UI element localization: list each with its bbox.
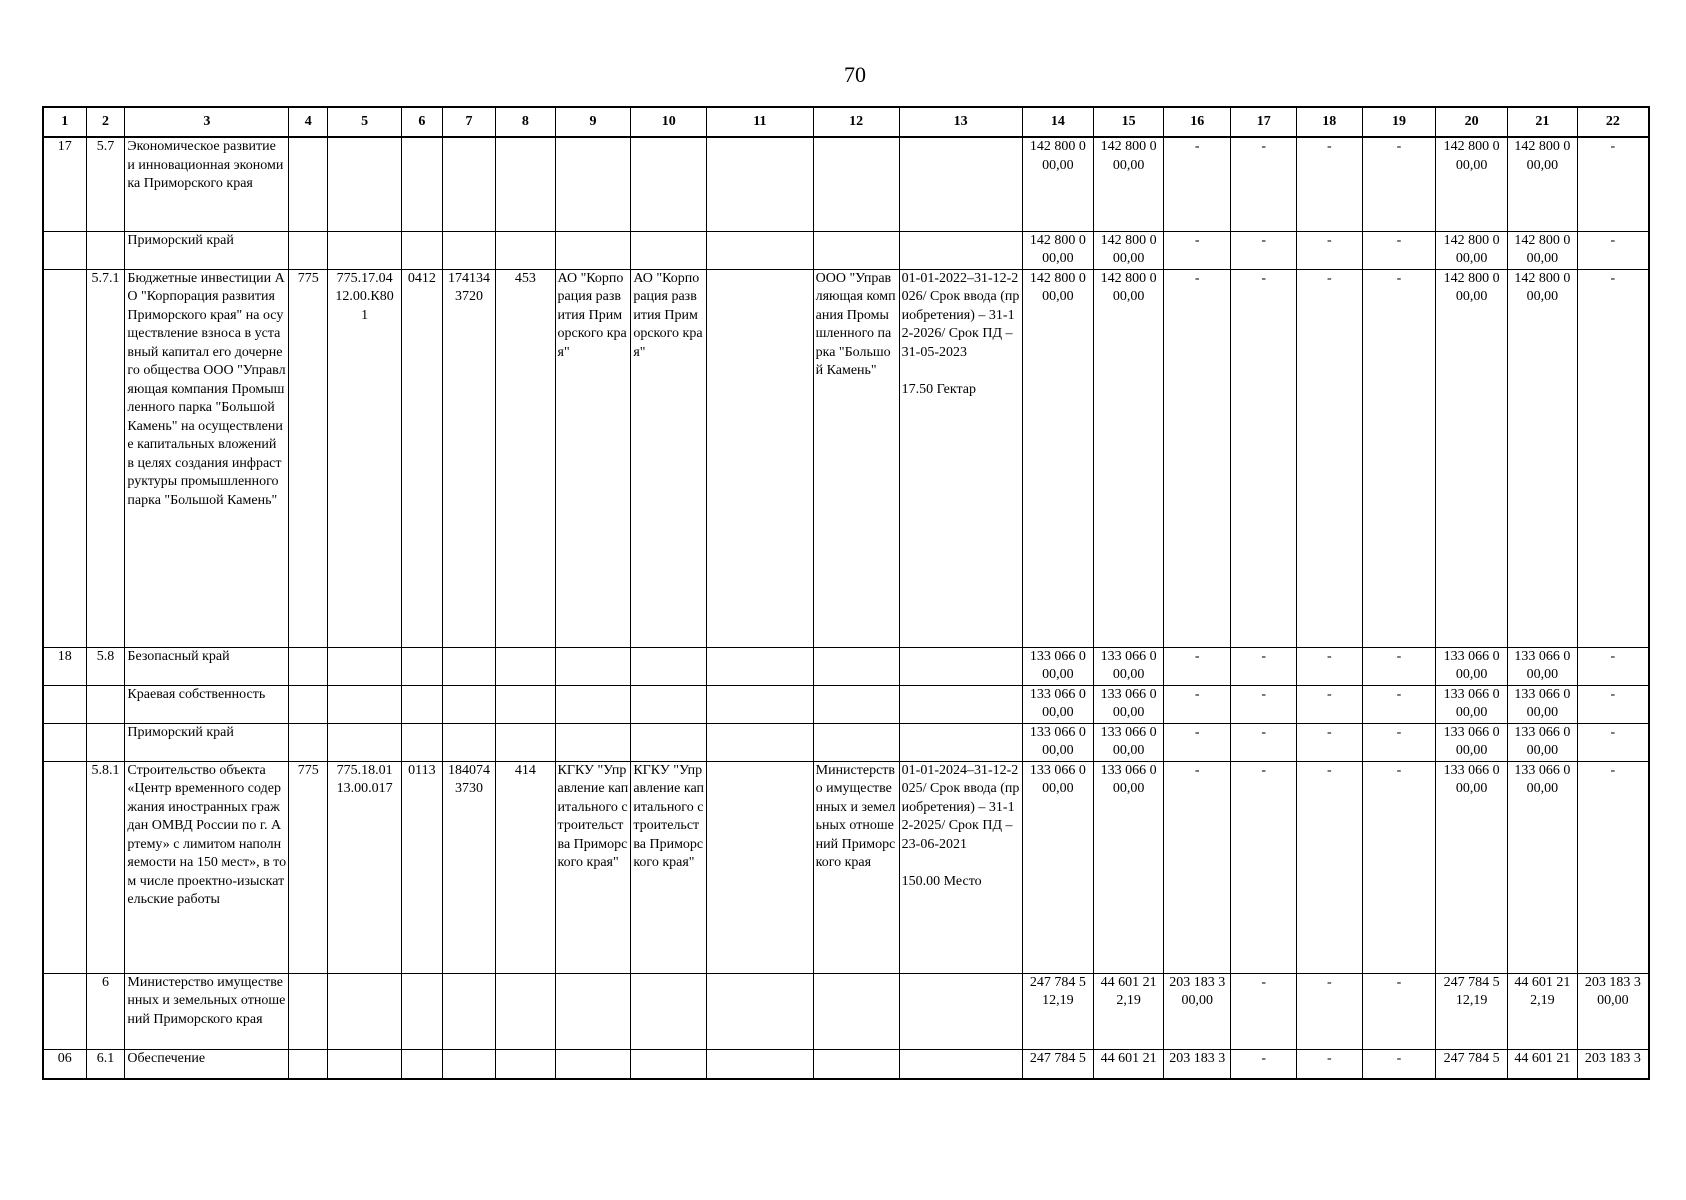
table-cell-col-8: [496, 1049, 555, 1079]
table-cell-col-20: 133 066 0 00,00: [1436, 723, 1508, 761]
column-header: 18: [1297, 107, 1363, 137]
table-cell-col-6: 0412: [401, 269, 442, 647]
table-cell-col-11: [707, 647, 814, 685]
table-cell-col-13: [899, 647, 1022, 685]
table-cell-col-18: -: [1297, 723, 1363, 761]
table-cell-col-7: [442, 647, 495, 685]
table-cell-col-21: 133 066 0 00,00: [1508, 685, 1578, 723]
table-cell-col-22: 203 183 3 00,00: [1577, 973, 1649, 1049]
table-cell-col-14: 133 066 0 00,00: [1022, 761, 1094, 973]
table-cell-col-21: 142 800 0 00,00: [1508, 137, 1578, 231]
table-cell-col-18: -: [1297, 647, 1363, 685]
table-cell-col-6: [401, 647, 442, 685]
table-cell-col-4: [289, 685, 328, 723]
table-cell-col-20: 142 800 0 00,00: [1436, 231, 1508, 269]
table-cell-col-2: 5.7: [86, 137, 125, 231]
table-cell-col-16: -: [1163, 685, 1231, 723]
table-cell-col-12: [813, 1049, 899, 1079]
table-cell-col-1: [43, 761, 86, 973]
column-header: 20: [1436, 107, 1508, 137]
table-row: [43, 973, 1649, 1049]
table-cell-col-15: 142 800 0 00,00: [1094, 137, 1164, 231]
table-cell-col-17: -: [1231, 647, 1297, 685]
table-cell-col-13: [899, 973, 1022, 1049]
table-cell-col-17: -: [1231, 761, 1297, 973]
table-cell-col-20: 247 784 5: [1436, 1049, 1508, 1079]
table-cell-col-16: -: [1163, 137, 1231, 231]
table-cell-col-9: [555, 973, 631, 1049]
column-header: 16: [1163, 107, 1231, 137]
table-cell-col-9: КГКУ "Управление капитального строительства Приморского края": [555, 761, 631, 973]
table-cell-col-7: [442, 973, 495, 1049]
table-cell-col-5: 775.17.04 12.00.К80 1: [328, 269, 402, 647]
table-cell-col-8: 453: [496, 269, 555, 647]
table-cell-col-6: [401, 685, 442, 723]
table-row: [43, 647, 1649, 685]
table-cell-col-11: [707, 685, 814, 723]
table-cell-col-5: [328, 685, 402, 723]
table-cell-col-22: -: [1577, 269, 1649, 647]
table-cell-col-2: [86, 685, 125, 723]
table-cell-col-5: [328, 137, 402, 231]
table-cell-col-13: [899, 723, 1022, 761]
table-cell-col-10: [631, 973, 707, 1049]
table-cell-col-22: -: [1577, 137, 1649, 231]
table-cell-col-10: [631, 647, 707, 685]
table-cell-col-15: 133 066 0 00,00: [1094, 761, 1164, 973]
table-cell-col-20: 133 066 0 00,00: [1436, 685, 1508, 723]
table-cell-col-9: [555, 723, 631, 761]
column-header: 22: [1577, 107, 1649, 137]
table-cell-col-15: 44 601 21 2,19: [1094, 973, 1164, 1049]
table-cell-col-4: [289, 231, 328, 269]
table-cell-col-19: -: [1362, 647, 1436, 685]
table-cell-col-15: 44 601 21: [1094, 1049, 1164, 1079]
table-cell-col-13: [899, 231, 1022, 269]
table-cell-col-18: -: [1297, 1049, 1363, 1079]
table-cell-col-11: [707, 1049, 814, 1079]
table-row: [43, 269, 1649, 647]
table-cell-col-22: 203 183 3: [1577, 1049, 1649, 1079]
table-cell-col-22: -: [1577, 231, 1649, 269]
table-row: [43, 685, 1649, 723]
table-cell-col-20: 247 784 5 12,19: [1436, 973, 1508, 1049]
table-cell-col-2: 5.8: [86, 647, 125, 685]
table-cell-col-14: 142 800 0 00,00: [1022, 137, 1094, 231]
table-cell-col-16: 203 183 3 00,00: [1163, 973, 1231, 1049]
table-cell-col-9: АО "Корпорация развития Приморского края": [555, 269, 631, 647]
table-cell-col-12: [813, 723, 899, 761]
table-cell-col-16: -: [1163, 269, 1231, 647]
column-header: 3: [125, 107, 289, 137]
table-row: [43, 723, 1649, 761]
table-cell-col-21: 44 601 21 2,19: [1508, 973, 1578, 1049]
table-cell-col-12: [813, 137, 899, 231]
table-cell-col-14: 133 066 0 00,00: [1022, 723, 1094, 761]
table-row: [43, 137, 1649, 231]
column-header: 9: [555, 107, 631, 137]
column-header: 13: [899, 107, 1022, 137]
table-cell-col-17: -: [1231, 973, 1297, 1049]
table-row: [43, 231, 1649, 269]
table-body: [43, 137, 1649, 1079]
table-cell-col-10: [631, 231, 707, 269]
table-cell-col-17: -: [1231, 137, 1297, 231]
table-cell-col-2: 5.8.1: [86, 761, 125, 973]
table-cell-col-11: [707, 723, 814, 761]
table-cell-col-7: [442, 231, 495, 269]
table-cell-col-12: [813, 685, 899, 723]
table-cell-col-2: 6.1: [86, 1049, 125, 1079]
column-header: 2: [86, 107, 125, 137]
table-cell-col-22: -: [1577, 685, 1649, 723]
table-cell-col-9: [555, 685, 631, 723]
table-cell-col-17: -: [1231, 685, 1297, 723]
table-cell-col-7: [442, 723, 495, 761]
table-cell-col-9: [555, 1049, 631, 1079]
table-cell-col-6: [401, 973, 442, 1049]
table-cell-col-19: -: [1362, 231, 1436, 269]
table-cell-col-19: -: [1362, 723, 1436, 761]
table-cell-col-17: -: [1231, 231, 1297, 269]
table-cell-col-4: 775: [289, 269, 328, 647]
table-cell-col-19: -: [1362, 1049, 1436, 1079]
table-cell-col-14: 247 784 5: [1022, 1049, 1094, 1079]
table-cell-col-10: АО "Корпорация развития Приморского края": [631, 269, 707, 647]
table-cell-col-3: Приморский край: [125, 231, 289, 269]
table-cell-col-1: [43, 723, 86, 761]
table-cell-col-22: -: [1577, 723, 1649, 761]
table-cell-col-4: [289, 1049, 328, 1079]
table-cell-col-4: [289, 723, 328, 761]
table-cell-col-21: 142 800 0 00,00: [1508, 269, 1578, 647]
table-cell-col-14: 133 066 0 00,00: [1022, 647, 1094, 685]
table-cell-col-17: -: [1231, 723, 1297, 761]
table-cell-col-18: -: [1297, 761, 1363, 973]
table-cell-col-18: -: [1297, 685, 1363, 723]
table-cell-col-8: [496, 647, 555, 685]
table-cell-col-12: ООО "Управляющая компания Промышленного парка "Большой Камень": [813, 269, 899, 647]
column-header: 4: [289, 107, 328, 137]
table-cell-col-1: [43, 973, 86, 1049]
table-cell-col-17: -: [1231, 269, 1297, 647]
table-cell-col-4: 775: [289, 761, 328, 973]
table-cell-col-15: 142 800 0 00,00: [1094, 231, 1164, 269]
table-cell-col-16: -: [1163, 231, 1231, 269]
table-cell-col-2: 6: [86, 973, 125, 1049]
table-cell-col-4: [289, 973, 328, 1049]
table-cell-col-4: [289, 647, 328, 685]
table-cell-col-3: Безопасный край: [125, 647, 289, 685]
table-cell-col-21: 142 800 0 00,00: [1508, 231, 1578, 269]
table-cell-col-1: [43, 231, 86, 269]
table-cell-col-5: 775.18.01 13.00.017: [328, 761, 402, 973]
table-cell-col-18: -: [1297, 269, 1363, 647]
table-cell-col-17: -: [1231, 1049, 1297, 1079]
table-cell-col-5: [328, 723, 402, 761]
table-cell-col-1: 17: [43, 137, 86, 231]
table-cell-col-13: [899, 685, 1022, 723]
table-cell-col-22: -: [1577, 647, 1649, 685]
table-cell-col-15: 133 066 0 00,00: [1094, 723, 1164, 761]
table-cell-col-14: 247 784 5 12,19: [1022, 973, 1094, 1049]
table-cell-col-1: [43, 685, 86, 723]
table-cell-col-5: [328, 231, 402, 269]
table-cell-col-9: [555, 137, 631, 231]
column-header: 21: [1508, 107, 1578, 137]
column-number-row: [43, 107, 1649, 137]
column-header: 8: [496, 107, 555, 137]
table-cell-col-6: [401, 723, 442, 761]
column-header: 15: [1094, 107, 1164, 137]
table-cell-col-8: [496, 231, 555, 269]
table-cell-col-6: [401, 1049, 442, 1079]
table-cell-col-16: -: [1163, 761, 1231, 973]
table-cell-col-6: [401, 231, 442, 269]
table-cell-col-15: 133 066 0 00,00: [1094, 685, 1164, 723]
table-cell-col-3: Краевая собственность: [125, 685, 289, 723]
table-cell-col-9: [555, 647, 631, 685]
table-cell-col-10: [631, 1049, 707, 1079]
table-cell-col-2: [86, 231, 125, 269]
budget-investment-table: [42, 106, 1650, 1080]
table-cell-col-1: [43, 269, 86, 647]
column-header: 19: [1362, 107, 1436, 137]
column-header: 6: [401, 107, 442, 137]
table-cell-col-3: Министерство имущественных и земельных отношений Приморского края: [125, 973, 289, 1049]
table-cell-col-11: [707, 231, 814, 269]
column-header: 7: [442, 107, 495, 137]
table-cell-col-13: [899, 137, 1022, 231]
table-cell-col-18: -: [1297, 973, 1363, 1049]
table-cell-col-13: [899, 1049, 1022, 1079]
column-header: 5: [328, 107, 402, 137]
column-header: 14: [1022, 107, 1094, 137]
table-cell-col-6: 0113: [401, 761, 442, 973]
table-cell-col-3: Приморский край: [125, 723, 289, 761]
table-cell-col-21: 44 601 21: [1508, 1049, 1578, 1079]
table-cell-col-7: [442, 137, 495, 231]
page-number: 70: [844, 62, 866, 87]
table-cell-col-19: -: [1362, 269, 1436, 647]
table-cell-col-12: Министерство имущественных и земельных отношений Приморского края: [813, 761, 899, 973]
table-cell-col-3: Обеспечение: [125, 1049, 289, 1079]
table-cell-col-2: [86, 723, 125, 761]
table-cell-col-20: 133 066 0 00,00: [1436, 761, 1508, 973]
table-cell-col-21: 133 066 0 00,00: [1508, 761, 1578, 973]
table-cell-col-21: 133 066 0 00,00: [1508, 647, 1578, 685]
table-cell-col-18: -: [1297, 137, 1363, 231]
table-cell-col-22: -: [1577, 761, 1649, 973]
table-cell-col-11: [707, 973, 814, 1049]
table-cell-col-13: 01-01-2024–31-12-2025/ Срок ввода (приобретения) – 31-12-2025/ Срок ПД – 23-06-2021 150.00 Место: [899, 761, 1022, 973]
table-row: [43, 761, 1649, 973]
table-cell-col-8: [496, 685, 555, 723]
table-cell-col-19: -: [1362, 973, 1436, 1049]
table-cell-col-1: 06: [43, 1049, 86, 1079]
table-cell-col-8: 414: [496, 761, 555, 973]
table-cell-col-3: Бюджетные инвестиции АО "Корпорация развития Приморского края" на осуществление взноса в уставный капитал его дочернего общества ООО "Управляющая компания Промышленного парка "Большой Камень" на осуществление капитальных вложений в целях создания инфраструктуры промышленного парка "Большой Камень": [125, 269, 289, 647]
table-cell-col-11: [707, 137, 814, 231]
table-cell-col-19: -: [1362, 761, 1436, 973]
table-cell-col-11: [707, 761, 814, 973]
table-cell-col-7: [442, 1049, 495, 1079]
column-header: 17: [1231, 107, 1297, 137]
table-cell-col-19: -: [1362, 137, 1436, 231]
table-cell-col-7: 184074 3730: [442, 761, 495, 973]
table-cell-col-20: 133 066 0 00,00: [1436, 647, 1508, 685]
table-cell-col-15: 142 800 0 00,00: [1094, 269, 1164, 647]
table-cell-col-5: [328, 973, 402, 1049]
table-cell-col-1: 18: [43, 647, 86, 685]
table-cell-col-14: 142 800 0 00,00: [1022, 231, 1094, 269]
table-cell-col-5: [328, 1049, 402, 1079]
table-cell-col-8: [496, 973, 555, 1049]
table-cell-col-7: 174134 3720: [442, 269, 495, 647]
table-cell-col-12: [813, 647, 899, 685]
table-cell-col-2: 5.7.1: [86, 269, 125, 647]
table-cell-col-20: 142 800 0 00,00: [1436, 137, 1508, 231]
table-cell-col-14: 142 800 0 00,00: [1022, 269, 1094, 647]
table-cell-col-12: [813, 973, 899, 1049]
table-cell-col-10: КГКУ "Управление капитального строительства Приморского края": [631, 761, 707, 973]
table-row: [43, 1049, 1649, 1079]
table-cell-col-21: 133 066 0 00,00: [1508, 723, 1578, 761]
table-cell-col-16: -: [1163, 723, 1231, 761]
table-cell-col-16: 203 183 3: [1163, 1049, 1231, 1079]
table-cell-col-3: Строительство объекта «Центр временного содержания иностранных граждан ОМВД России по г. Артему» с лимитом наполняемости на 150 мест», в том числе проектно-изыскательские работы: [125, 761, 289, 973]
table-cell-col-8: [496, 723, 555, 761]
table-cell-col-9: [555, 231, 631, 269]
table-cell-col-8: [496, 137, 555, 231]
column-header: 10: [631, 107, 707, 137]
table-cell-col-10: [631, 723, 707, 761]
table-cell-col-19: -: [1362, 685, 1436, 723]
table-cell-col-10: [631, 685, 707, 723]
table-cell-col-10: [631, 137, 707, 231]
table-cell-col-13: 01-01-2022–31-12-2026/ Срок ввода (приобретения) – 31-12-2026/ Срок ПД – 31-05-2023 17.50 Гектар: [899, 269, 1022, 647]
table-cell-col-14: 133 066 0 00,00: [1022, 685, 1094, 723]
table-cell-col-4: [289, 137, 328, 231]
table-cell-col-15: 133 066 0 00,00: [1094, 647, 1164, 685]
table-cell-col-5: [328, 647, 402, 685]
table-cell-col-12: [813, 231, 899, 269]
table-cell-col-16: -: [1163, 647, 1231, 685]
table-cell-col-18: -: [1297, 231, 1363, 269]
column-header: 1: [43, 107, 86, 137]
table-cell-col-7: [442, 685, 495, 723]
table-cell-col-20: 142 800 0 00,00: [1436, 269, 1508, 647]
table-cell-col-6: [401, 137, 442, 231]
table-cell-col-11: [707, 269, 814, 647]
column-header: 12: [813, 107, 899, 137]
column-header: 11: [707, 107, 814, 137]
table-cell-col-3: Экономическое развитие и инновационная экономика Приморского края: [125, 137, 289, 231]
